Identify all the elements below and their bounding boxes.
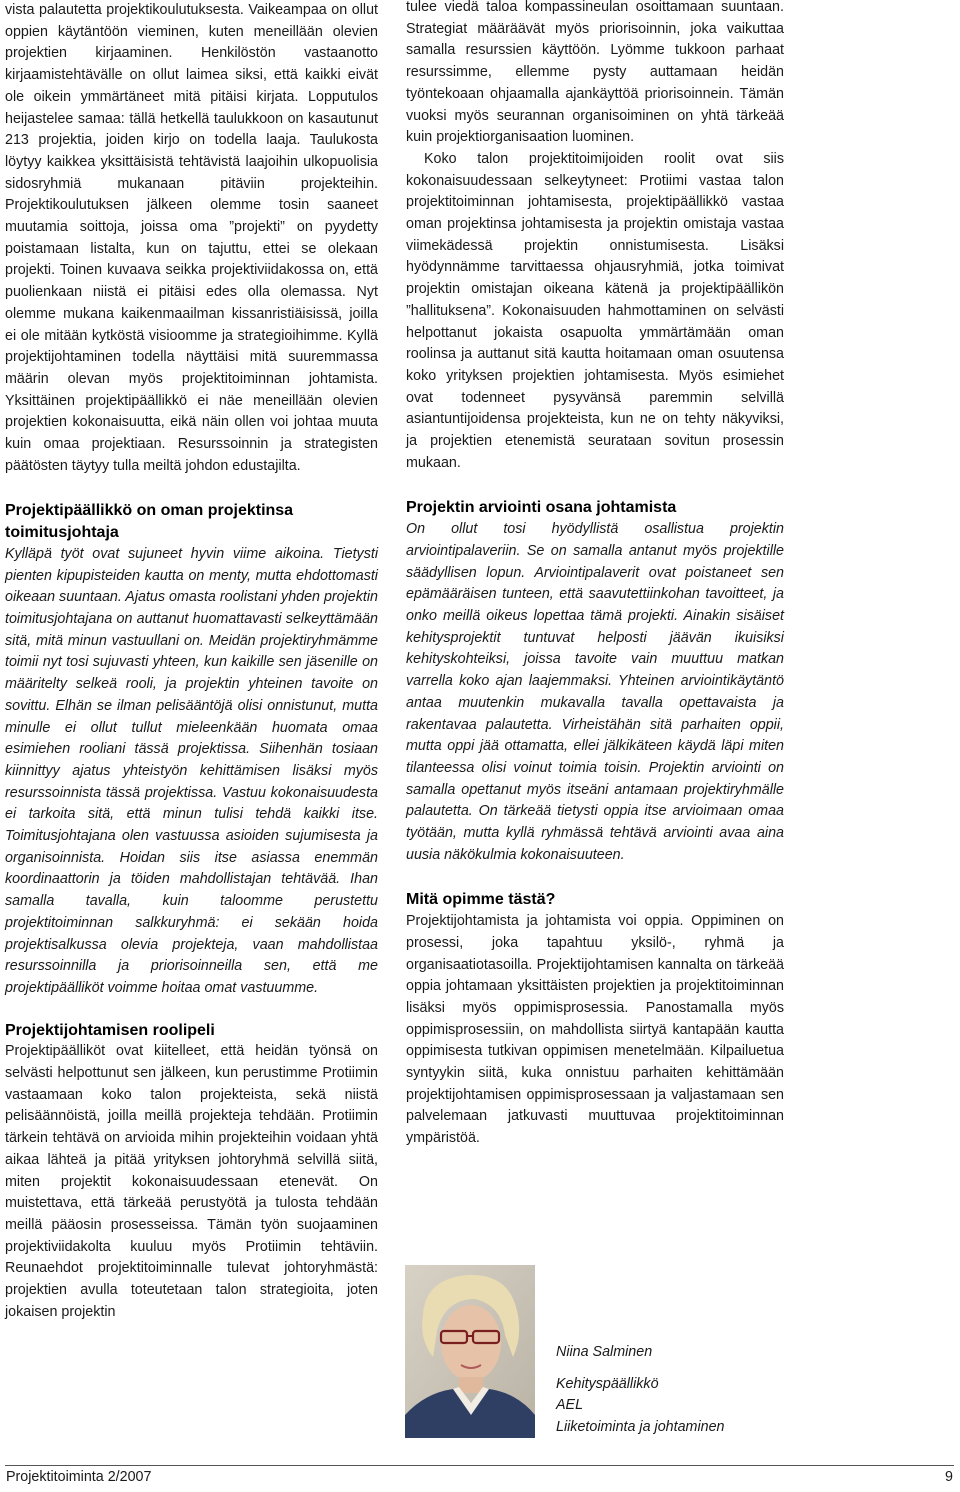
left-paragraph-3: Projektipäälliköt ovat kiitelleet, että heidän työnsä on selvästi helpottunut sen jälkeen, kun perustimme Protiimin vastaamaan koko talon projekteista, sekä niistä pelisäännöistä, joilla meillä projekteja tehdään. Protiimin tärkein tehtävä on arvioida mihin projekteihin voidaan yhtä aikaa lähteä ja pitää yrityksen johtoryhmä selvillä siitä, miten projektit kokonaisuudessaan etenevät. On muistettava, että tärkeää perustyötä ja tulosta tehdään meillä pääosin prosesseissa. Tämän työn suojaaminen projektiviidakolta kuuluu myös Protiimin tehtäviin. Reunaehdot projektitoiminnalle tulevat johtoryhmästä: projektien avulla toteutetaan talon strategioita, joten jokaisen projektin: [5, 1043, 378, 1320]
left-paragraph-1: vista palautetta projektikoulutuksesta. Vaikeampaa on ollut oppien käytäntöön vieminen, kuten meneillään olevien projektien kirjaaminen. Henkilöstön vastaanotto kirjaamistehtävälle on ollut laimea siksi, että kaikki eivät ole oikein ymmärtäneet mitä pitäisi kirjata. Lopputulos heijastelee samaa: tällä hetkellä taulukkoon on kasautunut 213 projektia, joiden kirjo on todella laaja. Taulukosta löytyy kaikkea yksittäisistä tehtävistä laajoihin ulkopuolisia sidosryhmiä mukanaan pitäviin projekteihin. Projektikoulutuksen jälkeen olemme tosin saaneet muutamia soittoja, joissa oma ”projekti” on pyydetty poistamaan listalta, kun on tajuttu, ettei se olekaan projekti. Toinen kuvaava seikka projektiviidakossa on, että puolienkaan niistä ei pitäisi edes olla olemassa. Nyt olemme mukana kaikenmaailman kissanristiäisissä, joilla ei ole mitään kytköstä visioomme ja strategioihimme. Kyllä projektijohtaminen todella näyttäisi mitä suuremmassa määrin olevan myös projektitoiminnan johtamista. Yksittäinen projektipäällikkö ei näe meneillään olevien projektien kokonaisuutta, eikä näin ollen voi johtaa muuta kuin omaa projektiaan. Resurssoinnin ja strategisten päätösten täytyy tulla meiltä johdon edustajilta.: [5, 2, 378, 474]
author-photo: [405, 1265, 535, 1438]
author-unit: Liiketoiminta ja johtaminen: [556, 1419, 725, 1436]
author-title: Kehityspäällikkö: [556, 1375, 659, 1392]
heading-role-play: Projektijohtamisen roolipeli: [5, 1021, 215, 1039]
right-paragraph-2: Koko talon projektitoimijoiden roolit ovat siis kokonaisuudessaan selkeytyneet: Protiimi vastaa talon projektitoiminnan johtamisesta, projektipäällikkö vastaa oman projektinsa johtamisesta ja projektin omistaja vastaa viimekädessä projektin onnistumisesta. Lisäksi hyödynnämme tarvittaessa ohjausryhmiä, jotka toimivat projektin omistajan oikeana kätenä ja projektipäällikön ”hallituksena”. Kokonaisuuden hahmottaminen on selvästi helpottanut jokaista osapuolta ymmärtämään oman roolinsa ja auttanut sitä kautta hoitamaan oman osuutensa koko yrityksen projektien johtamisesta. Myös esimiehet ovat todenneet pysyvänsä paremmin selvillä asiantuntijoidensa projekteista, kun ne on tehty näkyviksi, ja projektien etenemistä seurataan sovitun prosessin mukaan.: [406, 150, 784, 471]
left-paragraph-2: Kylläpä työt ovat sujuneet hyvin viime aikoina. Tietysti pienten kipupisteiden kautta on menty, mutta ehdottomasti oikeaan suuntaan. Ajatus omasta roolistani yhden projektin toimitusjohtajana on auttanut huomattavasti selkeyttämään sitä, mitä minun vastuullani on. Meidän projektiryhmämme toimii nyt tosi sujuvasti yhteen, kun kaikille sen jäsenille on määritelty selkeä rooli, ja projektin yhteinen tavoite on sovittu. Elhän se ilman pelisääntöjä olisi onnistunut, mutta minulle ei ollut tullut mieleenkään huomata omaa esimiehen rooliani tässä projektissa. Siihenhän tosiaan kiinnittyy ajatus yhteistyön kehittämisen lisäksi myös resurssoinnista tässä projektissa. Vastuu kokonaisuudesta ei tarkoita sitä, että minun tulisi tehdä kaikki itse. Toimitusjohtajana olen vastuussa asioiden sujumisesta ja organisoinnista. Hoidan siis itse asiassa enemmän koordinaattorin ja töiden mahdollistajan tehtävää. Ihan samalla tavalla, kuin taloomme perustettu projektitoiminnan salkkuryhmä: ei sekään hoida projektisalkussa olevia projekteja, vaan mahdollistaa resurssoinnilla ja priorisoinneilla sen, että me projektipäälliköt voimme hoitaa omat vastuumme.: [5, 545, 379, 996]
heading-what-we-learned: Mitä opimme tästä?: [406, 891, 556, 909]
right-paragraph-1: tulee viedä taloa kompassineulan osoittamaan suuntaan. Strategiat määräävät myös priorisoinnin, joka vaikuttaa samalla resurssien käyttöön. Lyömme tukkoon parhaat resurssimme, ellemme pysty auttamaan heidän työntekoaan ohjaamalla ajankäyttöä priorisoinnein. Tämän vuoksi myös seurannan organisoiminen on yhtä tärkeää kuin projektiorganisaation luominen.: [406, 0, 784, 146]
right-paragraph-3: On ollut tosi hyödyllistä osallistua projektin arviointipalaveriin. Se on samalla antanut myös projektille säädyllisen lopun. Arviointipalaverit ovat poistaneet sen epämääräisen tunteen, että saavutettiinkohan tavoitteet, ja onko meillä oikeus lopettaa tämä projekti. Ainakin sisäiset kehitysprojektit tuntuvat helposti jäävän ikuisiksi kehityskohteiksi, joissa tavoite vain muuttuu matkan varrella koko ajan laajemmaksi. Yhteinen arviointikäytäntö antaa muutenkin mukavalla tavalla opettavaista ja rakentavaa palautetta. Virheistähän sitä parhaiten oppii, mutta oppi jää ottamatta, ellei jälkikäteen käydä läpi miten tilanteessa olisi voinut toimia toisin. Projektin arviointi on samalla opettanut myös itseäni antamaan projektiryhmälle palautetta. On tärkeää tietysti oppia itse arvioimaan omaa työtään, mutta kyllä ryhmässä tehtävä arviointi avaa aina uusia näkökulmia kokonaisuuteen.: [406, 521, 784, 863]
footer-divider: [5, 1465, 954, 1466]
left-column: [5, 0, 378, 1323]
author-portrait-image: [405, 1265, 535, 1438]
heading-project-evaluation: Projektin arviointi osana johtamista: [406, 499, 677, 517]
footer-page-number: 9: [945, 1469, 953, 1485]
footer-publication: Projektitoiminta 2/2007: [6, 1469, 152, 1485]
author-name: Niina Salminen: [556, 1344, 653, 1360]
heading-project-manager-ceo: Projektipäällikkö on oman projektinsa toimitusjohtaja: [5, 502, 294, 542]
author-caption: [556, 1342, 724, 1439]
author-organization: AEL: [556, 1397, 584, 1414]
right-column: [406, 0, 784, 1150]
right-paragraph-4: Projektijohtamista ja johtamista voi oppia. Oppiminen on prosessi, joka tapahtuu yksilö-, ryhmä ja organisaatiotasoilla. Projektijohtamisen kannalta on tärkeää oppia johtamaan yksittäisten projektien ja projektitoiminnan lisäksi myös oppimisprosessia. Panostamalla myös oppimisprosessiin, on mahdollista siirtyä kantapään kautta oppimisesta tutkivan oppimisen menetelmään. Kilpailuetua syntyykin siitä, kuka onnistuu parhaiten kehittämään projektijohtamisen oppimisprosessaan ja valjastamaan sen palvelemaan jatkuvasti muuttuvaa projektitoiminnan ympäristöä.: [406, 913, 784, 1147]
